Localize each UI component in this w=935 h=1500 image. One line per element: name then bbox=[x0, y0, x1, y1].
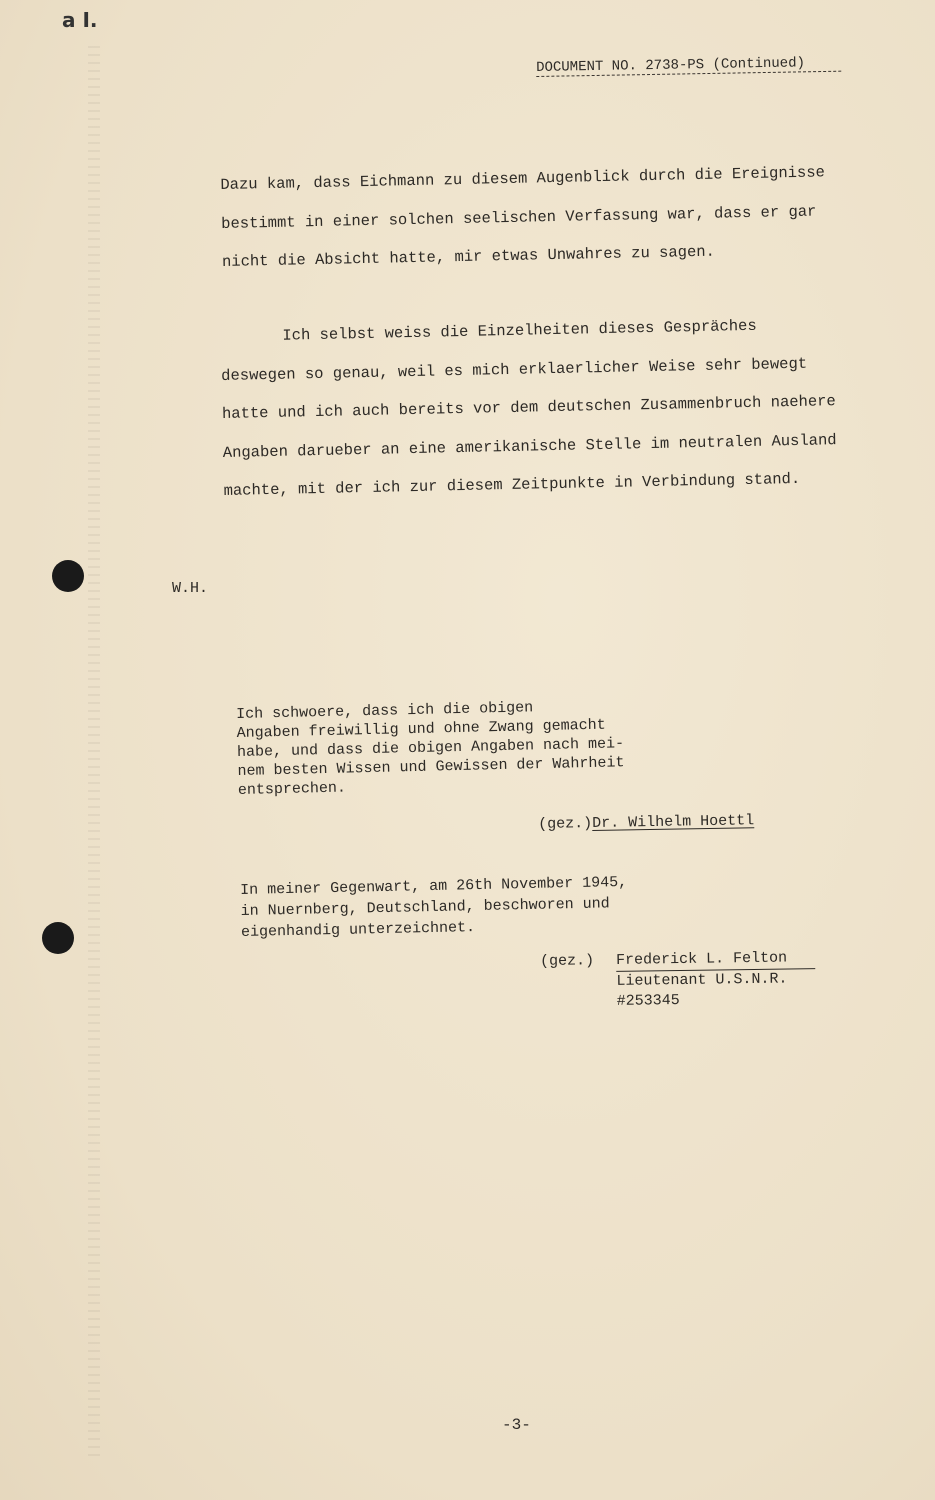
paragraph-2-text: Ich selbst weiss die Einzelheiten dieses Gespräches deswegen so genau, weil es mich erklaerlicher Weise sehr bewegt hatte und ich auch bereits vor dem deutschen Zusammenbruch naehere Angaben darueber an eine amerikanische Stelle im neutralen Ausland machte, mit der ich zur diesem Zeitpunkte in Verbindung stand. bbox=[221, 316, 837, 500]
punch-hole-icon bbox=[42, 922, 74, 954]
witness-rank: Lieutenant U.S.N.R. bbox=[616, 970, 788, 990]
witness-text: In meiner Gegenwart, am 26th November 1945, in Nuernberg, Deutschland, beschworen und eigenhandig unterzeichnet. bbox=[240, 873, 628, 941]
witness-signature bbox=[540, 948, 816, 1013]
oath-text: Ich schwoere, dass ich die obigen Angaben freiwillig und ohne Zwang gemacht habe, und dass die obigen Angaben nach mei- nem besten Wissen und Gewissen der Wahrheit entsprechen. bbox=[236, 699, 625, 799]
oath-statement bbox=[236, 695, 668, 800]
paragraph-2 bbox=[220, 305, 844, 510]
indent bbox=[220, 340, 282, 341]
paragraph-1-text: Dazu kam, dass Eichmann zu diesem Augenblick durch die Ereignisse bestimmt in einer solchen seelischen Verfassung war, dass er gar nicht die Absicht hatte, mir etwas Unwahres zu sagen. bbox=[220, 163, 826, 271]
witness-statement bbox=[240, 871, 671, 943]
affiant-name: Dr. Wilhelm Hoettl bbox=[592, 812, 755, 833]
initials: W.H. bbox=[172, 580, 209, 597]
witness-name: Frederick L. Felton bbox=[616, 948, 815, 972]
punch-hole-icon bbox=[52, 560, 84, 592]
corner-mark: a I. bbox=[62, 8, 98, 32]
page-number: -3- bbox=[502, 1416, 531, 1434]
signature-label: (gez.) bbox=[540, 952, 595, 970]
document-reference: DOCUMENT NO. 2738-PS (Continued) bbox=[536, 55, 841, 77]
signature-label: (gez.) bbox=[538, 815, 593, 833]
paragraph-1 bbox=[220, 153, 842, 281]
affiant-signature bbox=[538, 812, 754, 833]
witness-service-number: #253345 bbox=[616, 992, 680, 1010]
binding-edge bbox=[88, 40, 100, 1460]
